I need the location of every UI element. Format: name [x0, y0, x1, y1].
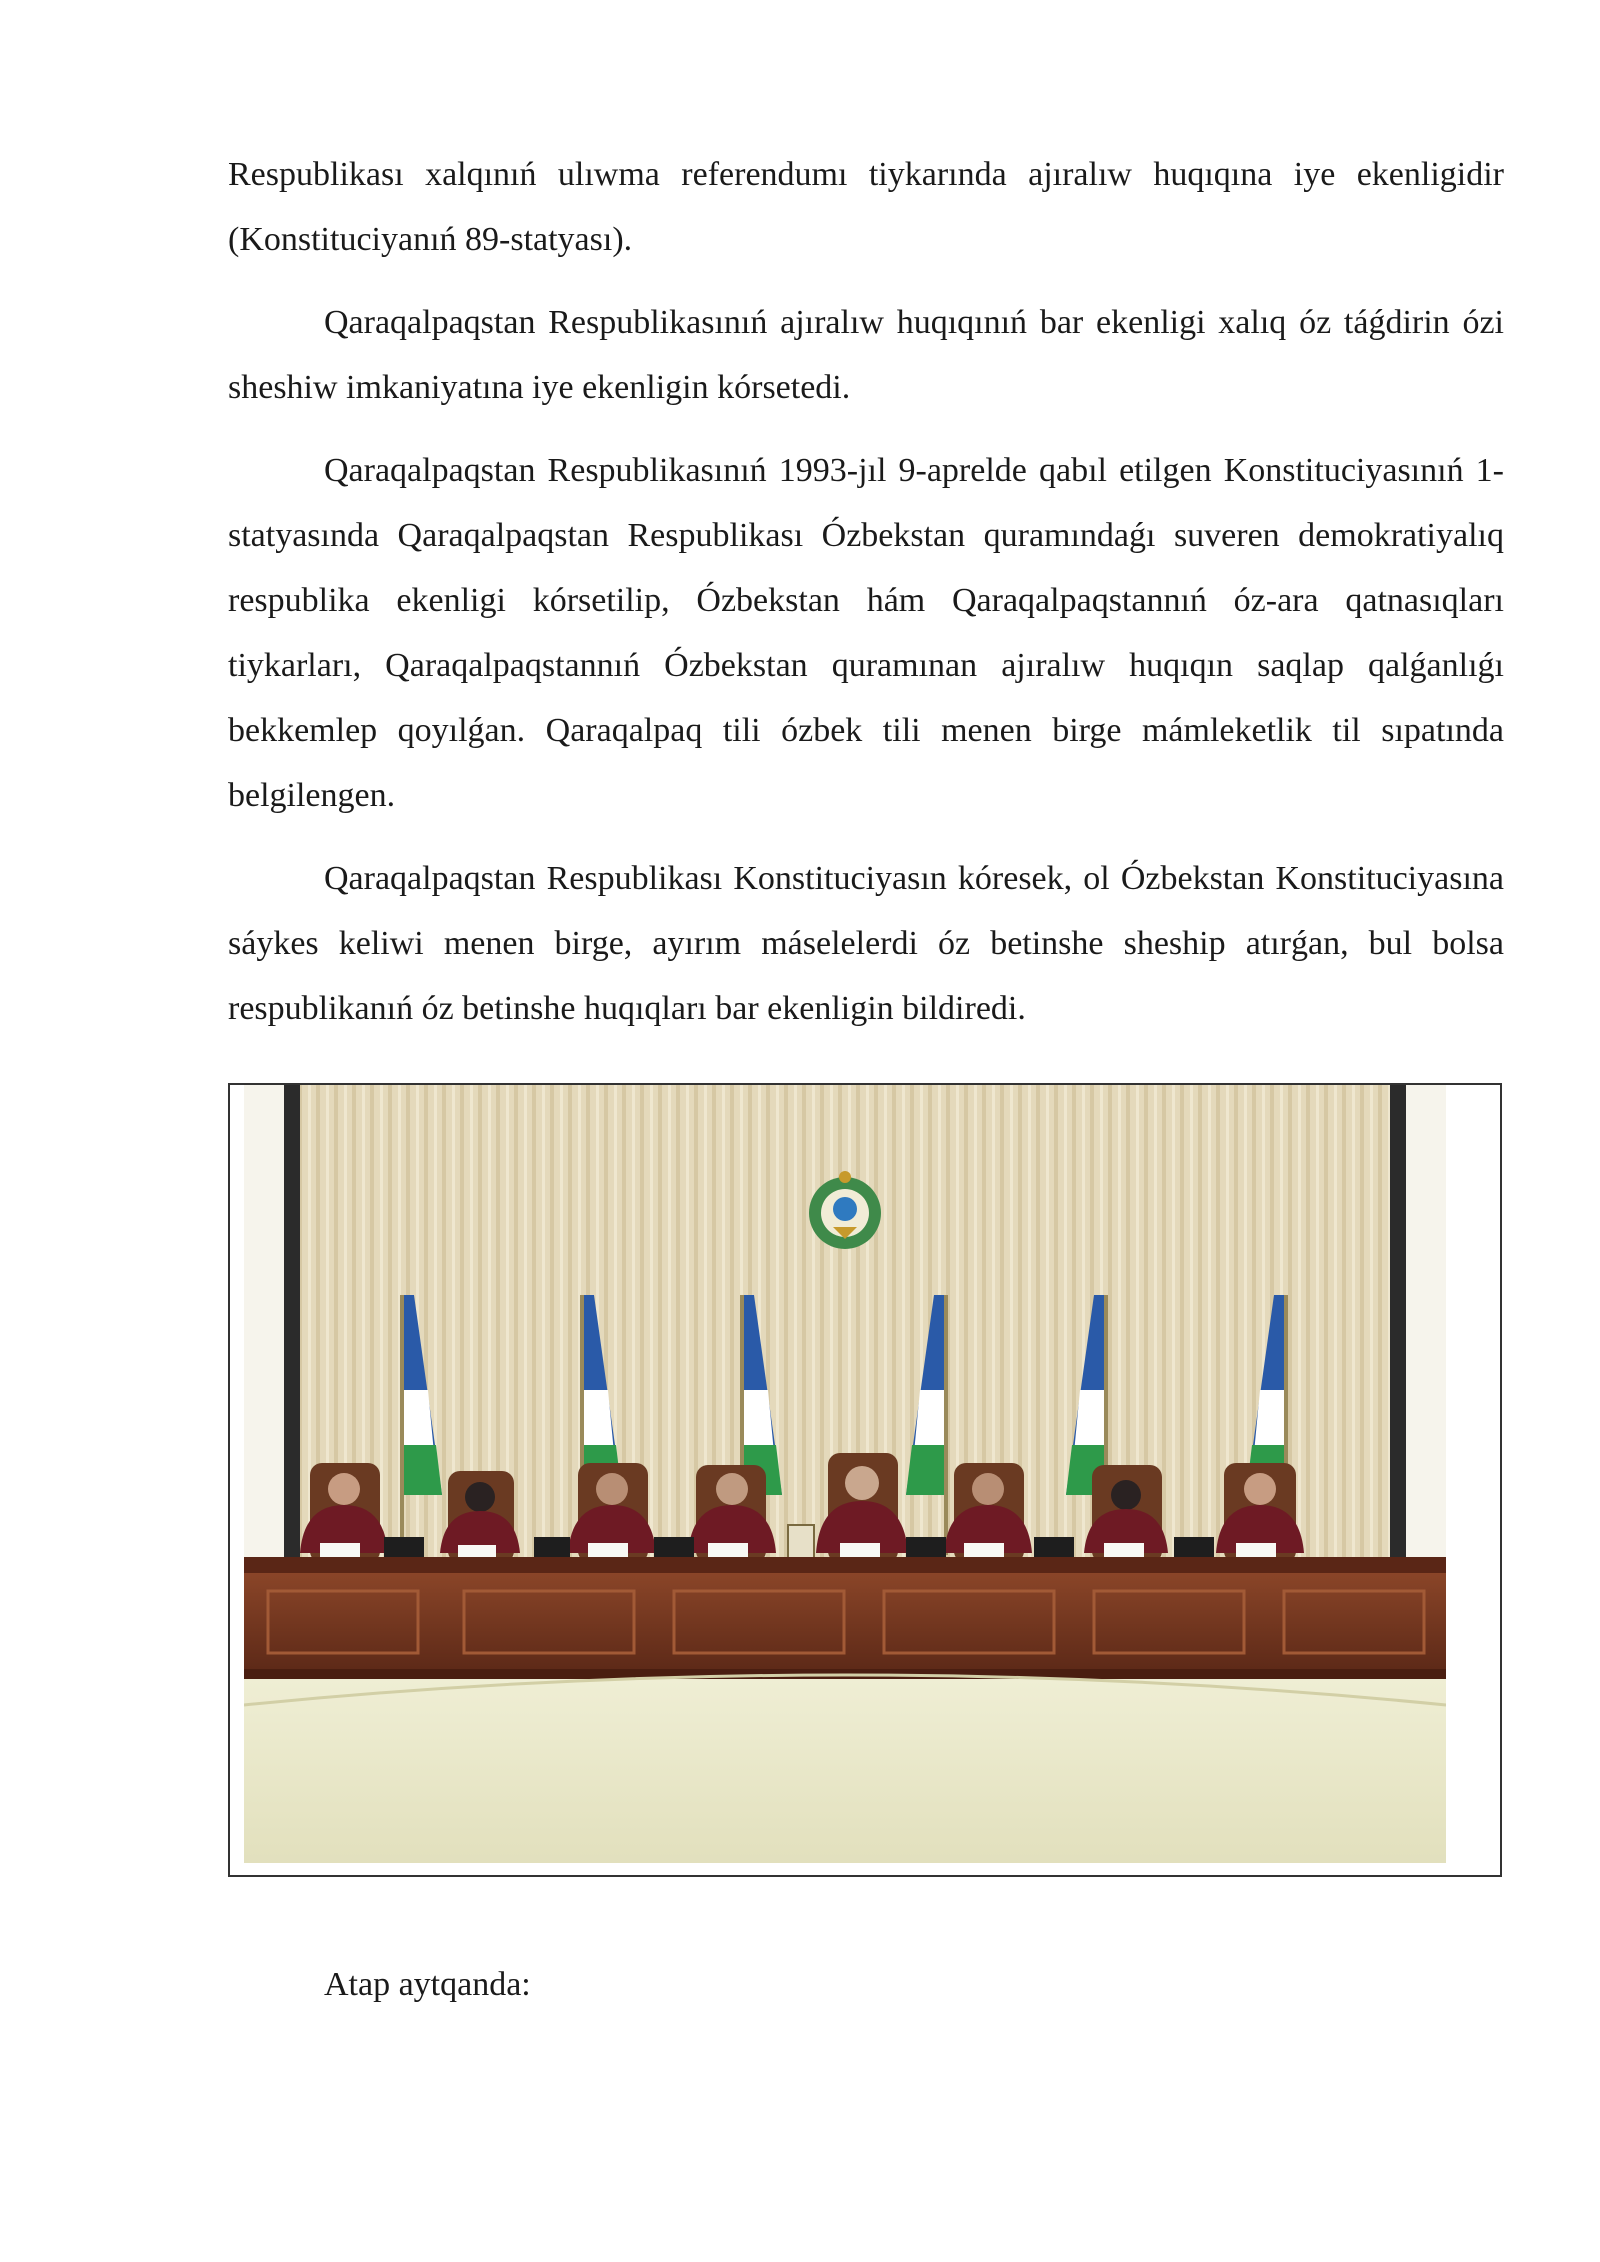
- paragraph-4: Qaraqalpaqstan Respublikası Konstituciyasın kóresek, ol Ózbekstan Konstituciyasına sáykes keliwi menen birge, ayırım máselelerdi óz betinshe sheship atırǵan, bul bolsa respublikanıń óz betinshe huqıqları bar ekenligin bildiredi.: [228, 860, 1504, 1027]
- court-session-photo-frame: [228, 1083, 1502, 1877]
- paragraph-1: Respublikası xalqınıń ulıwma referendumı tiykarında ajıralıw huqıqına iye ekenligidir (Konstituciyanıń 89-statyası).: [228, 156, 1504, 258]
- court-session-photo: [244, 1085, 1446, 1863]
- paragraph-2: Qaraqalpaqstan Respublikasınıń ajıralıw huqıqınıń bar ekenligi xalıq óz táǵdirin ózi sheshiw imkaniyatına iye ekenligin kórsetedi.: [228, 304, 1504, 406]
- right-pillar: [1390, 1085, 1406, 1605]
- document-body: [228, 142, 1504, 1059]
- paragraph-3: Qaraqalpaqstan Respublikasınıń 1993-jıl 9-aprelde qabıl etilgen Konstituciyasınıń 1-statyasında Qaraqalpaqstan Respublikası Ózbekstan quramındaǵı suveren demokratiyalıq respublika ekenligi kórsetilip, Ózbekstan hám Qaraqalpaqstannıń óz-ara qatnasıqları tiykarları, Qaraqalpaqstannıń Ózbekstan quramınan ajıralıw huqıqın saqlap qalǵanlıǵı bekkemlep qoyılǵan. Qaraqalpaq tili ózbek tili menen birge mámleketlik til sıpatında belgilengen.: [228, 452, 1504, 814]
- closing-line: Atap aytqanda:: [324, 1966, 531, 2003]
- bench-desk: [244, 1557, 1446, 1679]
- left-pillar: [284, 1085, 300, 1605]
- floor: [244, 1679, 1446, 1863]
- document-stand: [788, 1525, 814, 1559]
